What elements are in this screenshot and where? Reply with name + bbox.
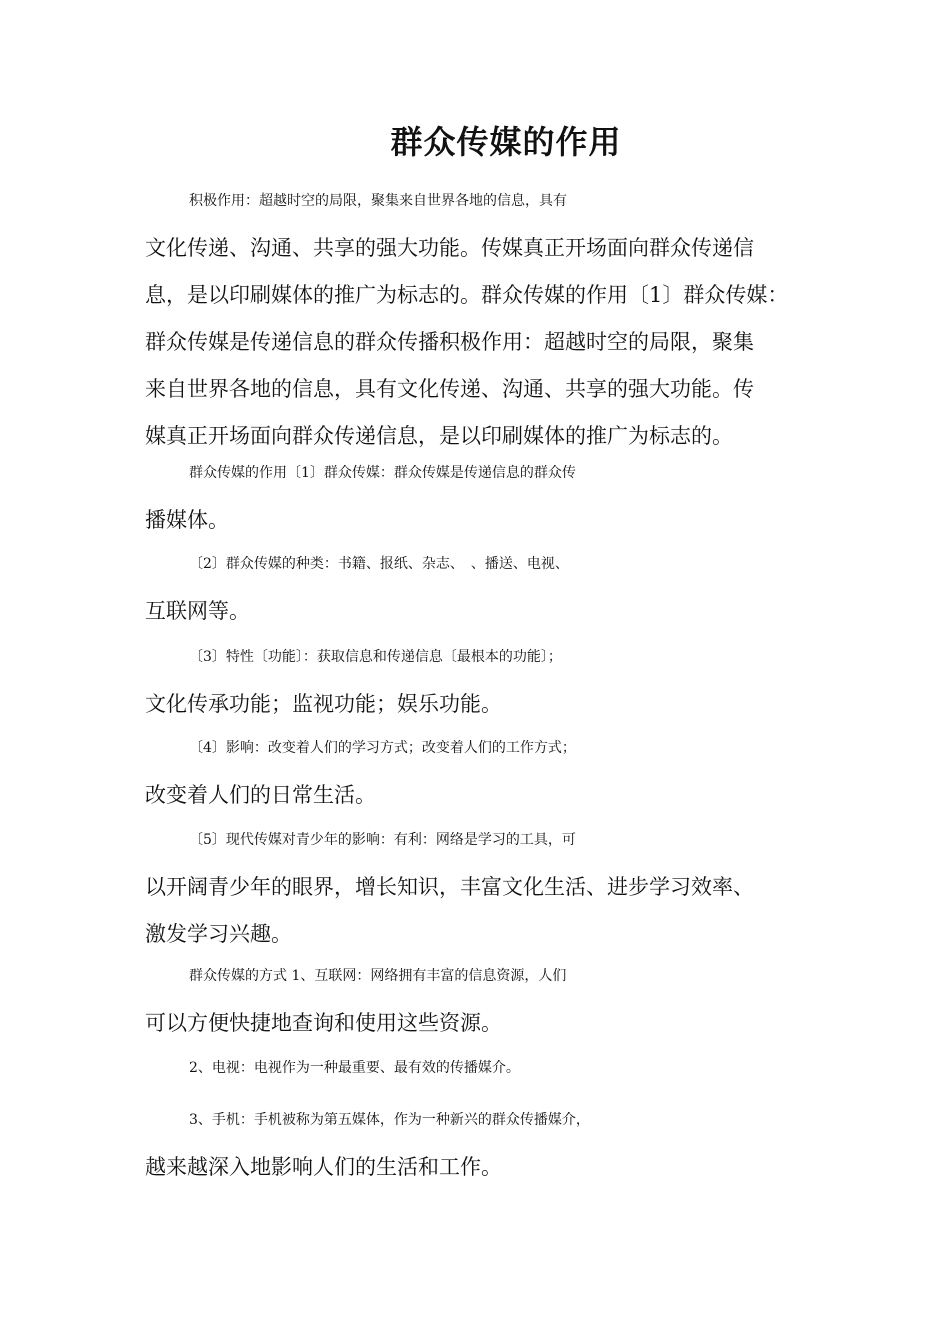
text-line: 文化传递、沟通、共享的强大功能。传媒真正开场面向群众传递信 [145, 236, 754, 260]
paragraph-2 [145, 450, 821, 544]
text-line: 〔4〕影响：改变着人们的学习方式；改变着人们的工作方式； [189, 740, 576, 756]
paragraph-3 [145, 541, 821, 635]
text-line: 〔3〕特性〔功能〕：获取信息和传递信息〔最根本的功能〕； [189, 649, 562, 665]
text-line: 激发学习兴趣。 [145, 922, 292, 946]
text-line: 来自世界各地的信息，具有文化传递、沟通、共享的强大功能。传 [145, 377, 754, 401]
text-line: 改变着人们的日常生活。 [145, 783, 376, 807]
text-line: 〔2〕群众传媒的种类：书籍、报纸、杂志、 、播送、电视、 [189, 556, 569, 572]
text-line: 3、手机：手机被称为第五媒体，作为一种新兴的群众传播媒介， [189, 1112, 590, 1128]
paragraph-9 [145, 1097, 821, 1191]
text-line: 以开阔青少年的眼界，增长知识，丰富文化生活、进步学习效率、 [145, 875, 754, 899]
text-line: 互联网等。 [145, 599, 250, 623]
document-title: 群众传媒的作用 [390, 123, 622, 161]
text-line: 群众传媒的方式 1、互联网：网络拥有丰富的信息资源，人们 [189, 968, 567, 984]
text-line: 群众传媒的作用〔1〕群众传媒：群众传媒是传递信息的群众传 [189, 465, 576, 481]
text-line: 文化传承功能；监视功能；娱乐功能。 [145, 692, 502, 716]
paragraph-5 [145, 725, 821, 819]
paragraph-8 [145, 1045, 821, 1092]
paragraph-4 [145, 634, 821, 728]
text-line: 媒真正开场面向群众传递信息，是以印刷媒体的推广为标志的。 [145, 424, 733, 448]
text-line: 越来越深入地影响人们的生活和工作。 [145, 1155, 502, 1179]
text-line: 〔5〕现代传媒对青少年的影响：有利：网络是学习的工具，可 [189, 832, 576, 848]
text-line: 可以方便快捷地查询和使用这些资源。 [145, 1011, 502, 1035]
text-line: 积极作用：超越时空的局限，聚集来自世界各地的信息，具有 [189, 193, 567, 209]
text-line: 2、电视：电视作为一种最重要、最有效的传播媒介。 [189, 1060, 520, 1076]
paragraph-6 [145, 817, 821, 958]
text-line: 息，是以印刷媒体的推广为标志的。群众传媒的作用〔1〕群众传媒： [145, 283, 789, 307]
paragraph-1 [145, 178, 821, 460]
paragraph-7 [145, 953, 821, 1047]
text-line: 播媒体。 [145, 508, 229, 532]
text-line: 群众传媒是传递信息的群众传播积极作用：超越时空的局限，聚集 [145, 330, 754, 354]
